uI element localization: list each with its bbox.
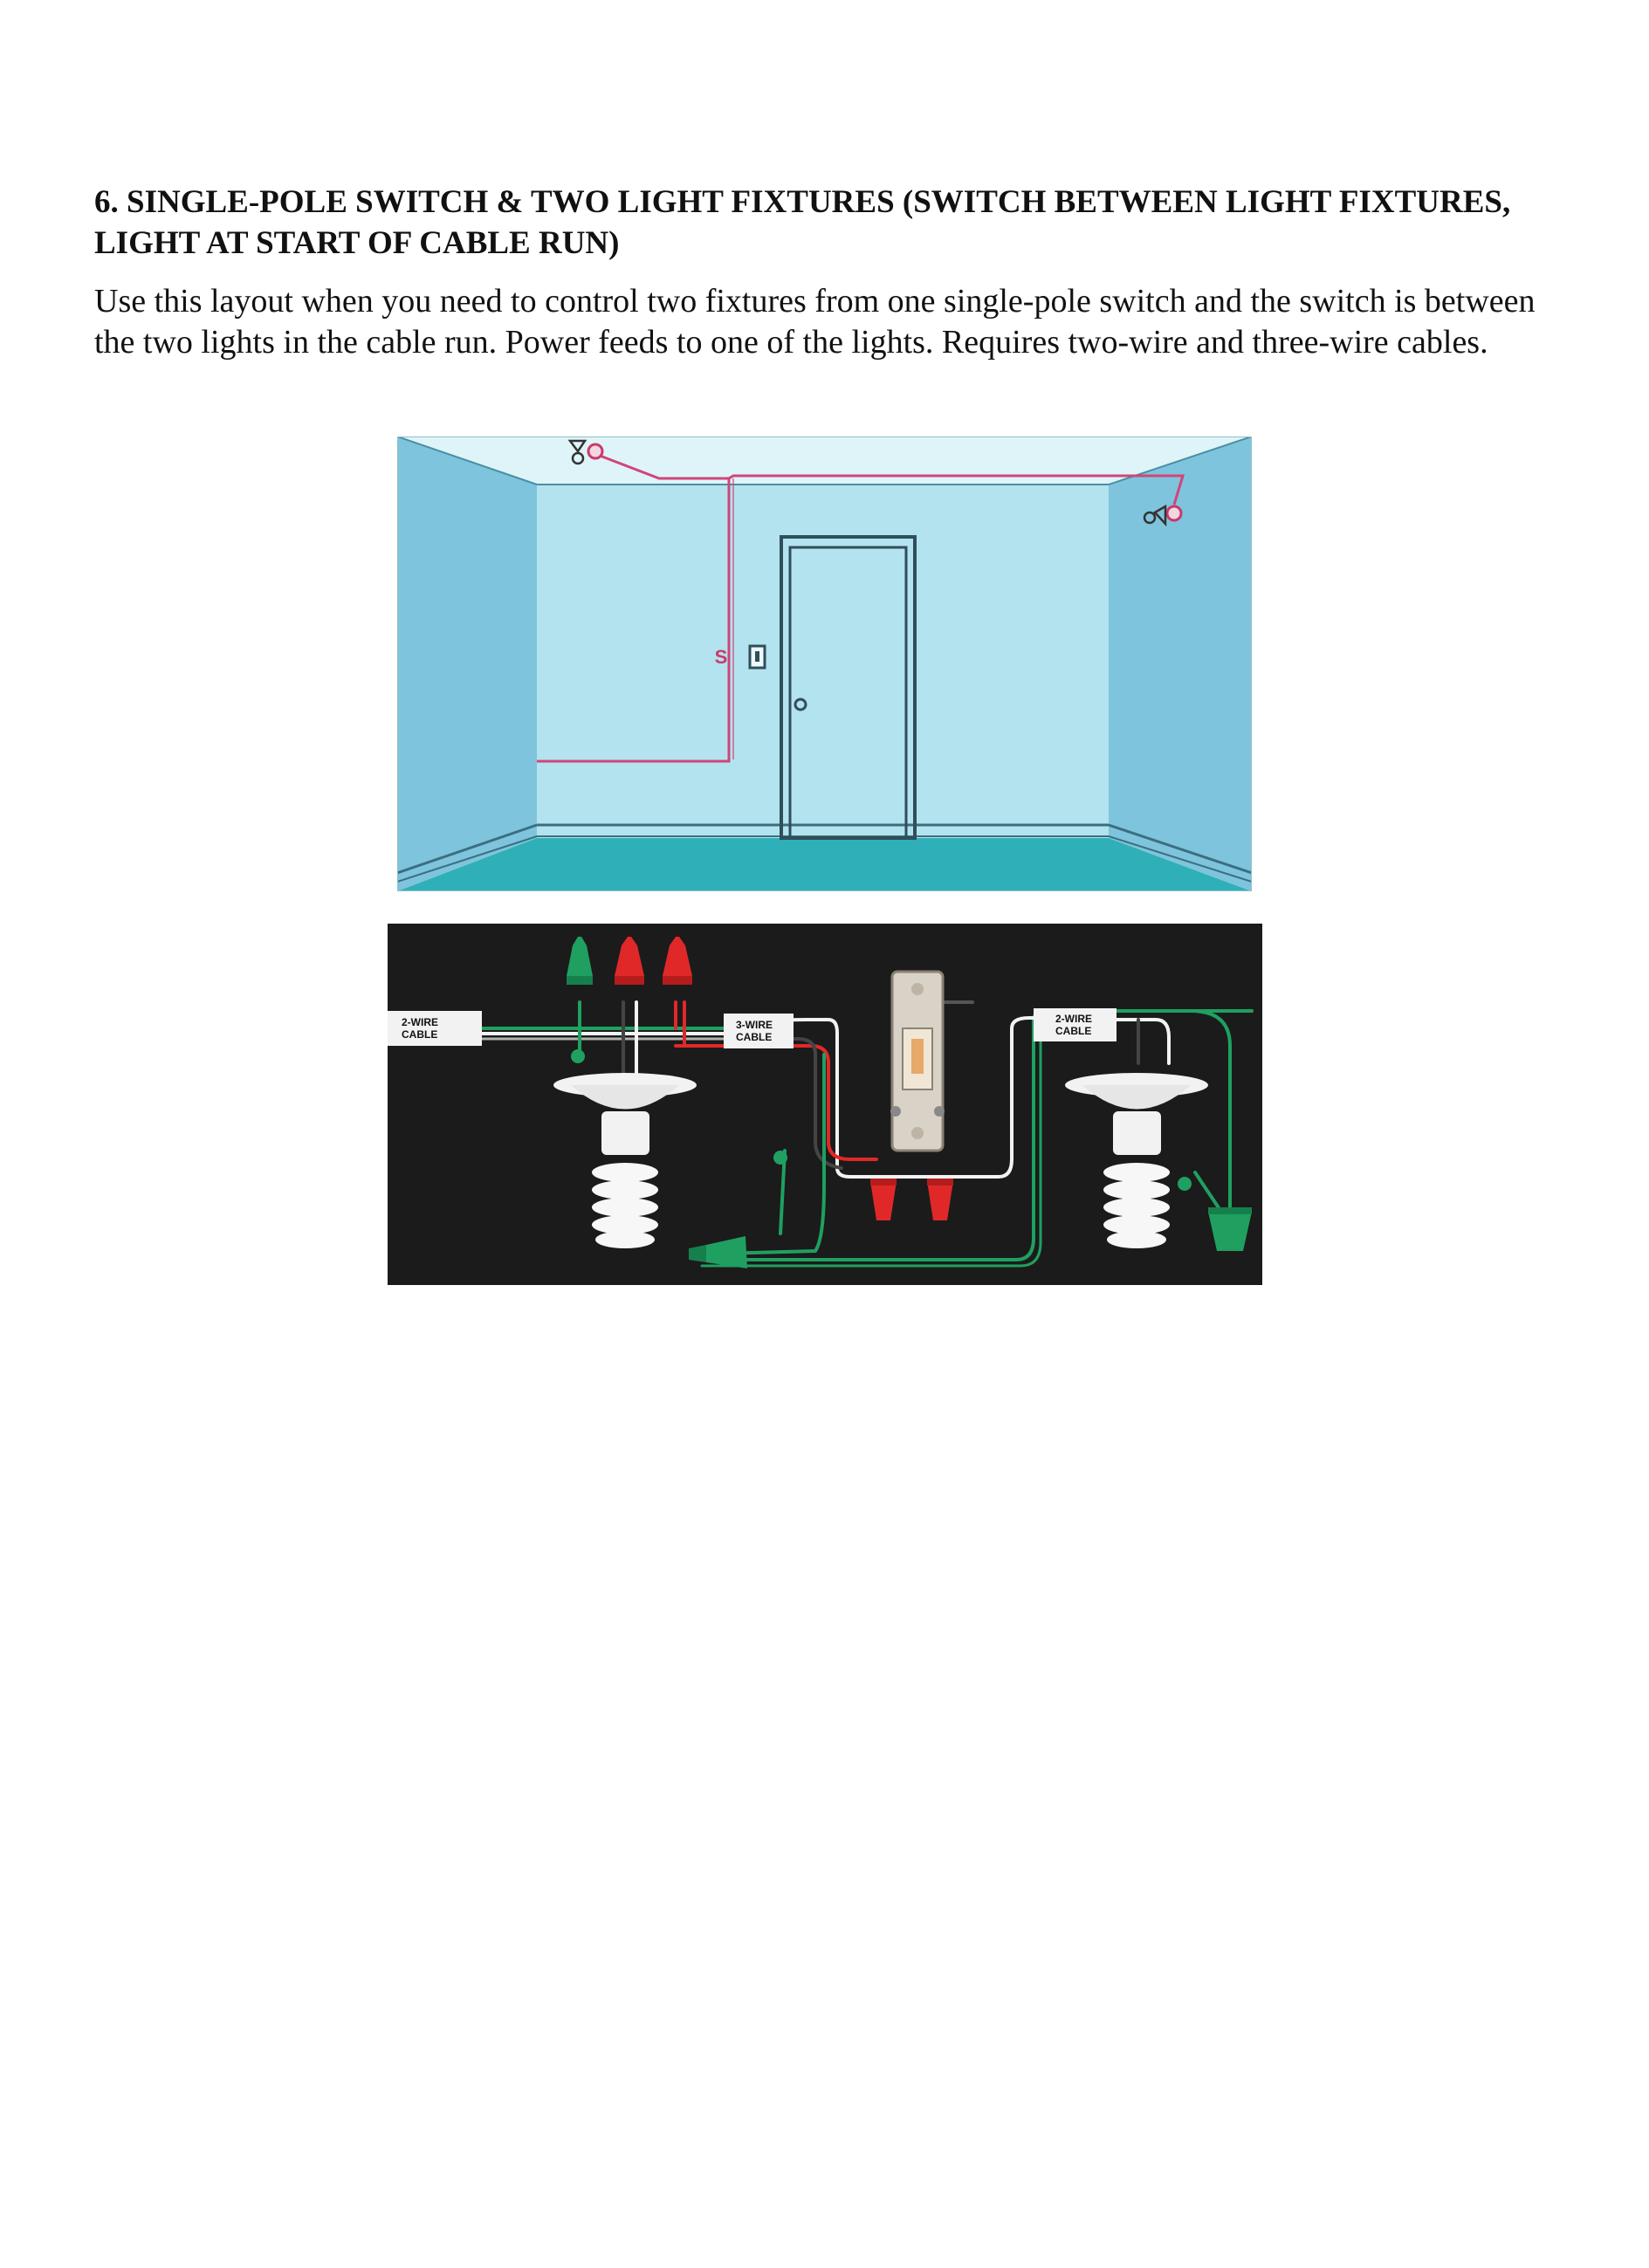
room-layout-diagram [397,436,1252,891]
cable-label-middle-line1: 3-WIRE [736,1019,773,1031]
right-wall [1109,436,1252,891]
ground-screw-icon [571,1049,585,1063]
single-pole-switch-icon [890,972,945,1151]
back-wall [537,485,1109,873]
cable-label-left [388,1011,482,1046]
ceiling [397,436,1252,485]
page-heading: 6. SINGLE-POLE SWITCH & TWO LIGHT FIXTURES (SWITCH BETWEEN LIGHT FIXTURES, LIGHT AT START OF CABLE RUN) [94,184,1511,261]
cable-label-left-line1: 2-WIRE [402,1016,438,1028]
ground-screw-icon [773,1151,787,1165]
floor [397,838,1252,891]
layout-description: Use this layout when you need to control two fixtures from one single-pole switch and the switch is between the two lights in the cable run. Power feeds to one of the lights. Requires two-wire and three-wire cables. [94,283,1536,361]
cable-label-right-line1: 2-WIRE [1055,1013,1092,1025]
cable-label-middle-line2: CABLE [736,1031,773,1043]
cable-label-right-line2: CABLE [1055,1025,1092,1037]
wiring-diagram [388,924,1262,1285]
left-wall [397,436,537,891]
cable-label-middle [724,1014,794,1048]
switch-plate-icon [750,646,765,668]
switch-symbol: S [714,646,728,668]
cable-label-left-line2: CABLE [402,1028,438,1041]
ground-screw-icon [1178,1177,1192,1191]
cable-label-right [1034,1008,1117,1041]
